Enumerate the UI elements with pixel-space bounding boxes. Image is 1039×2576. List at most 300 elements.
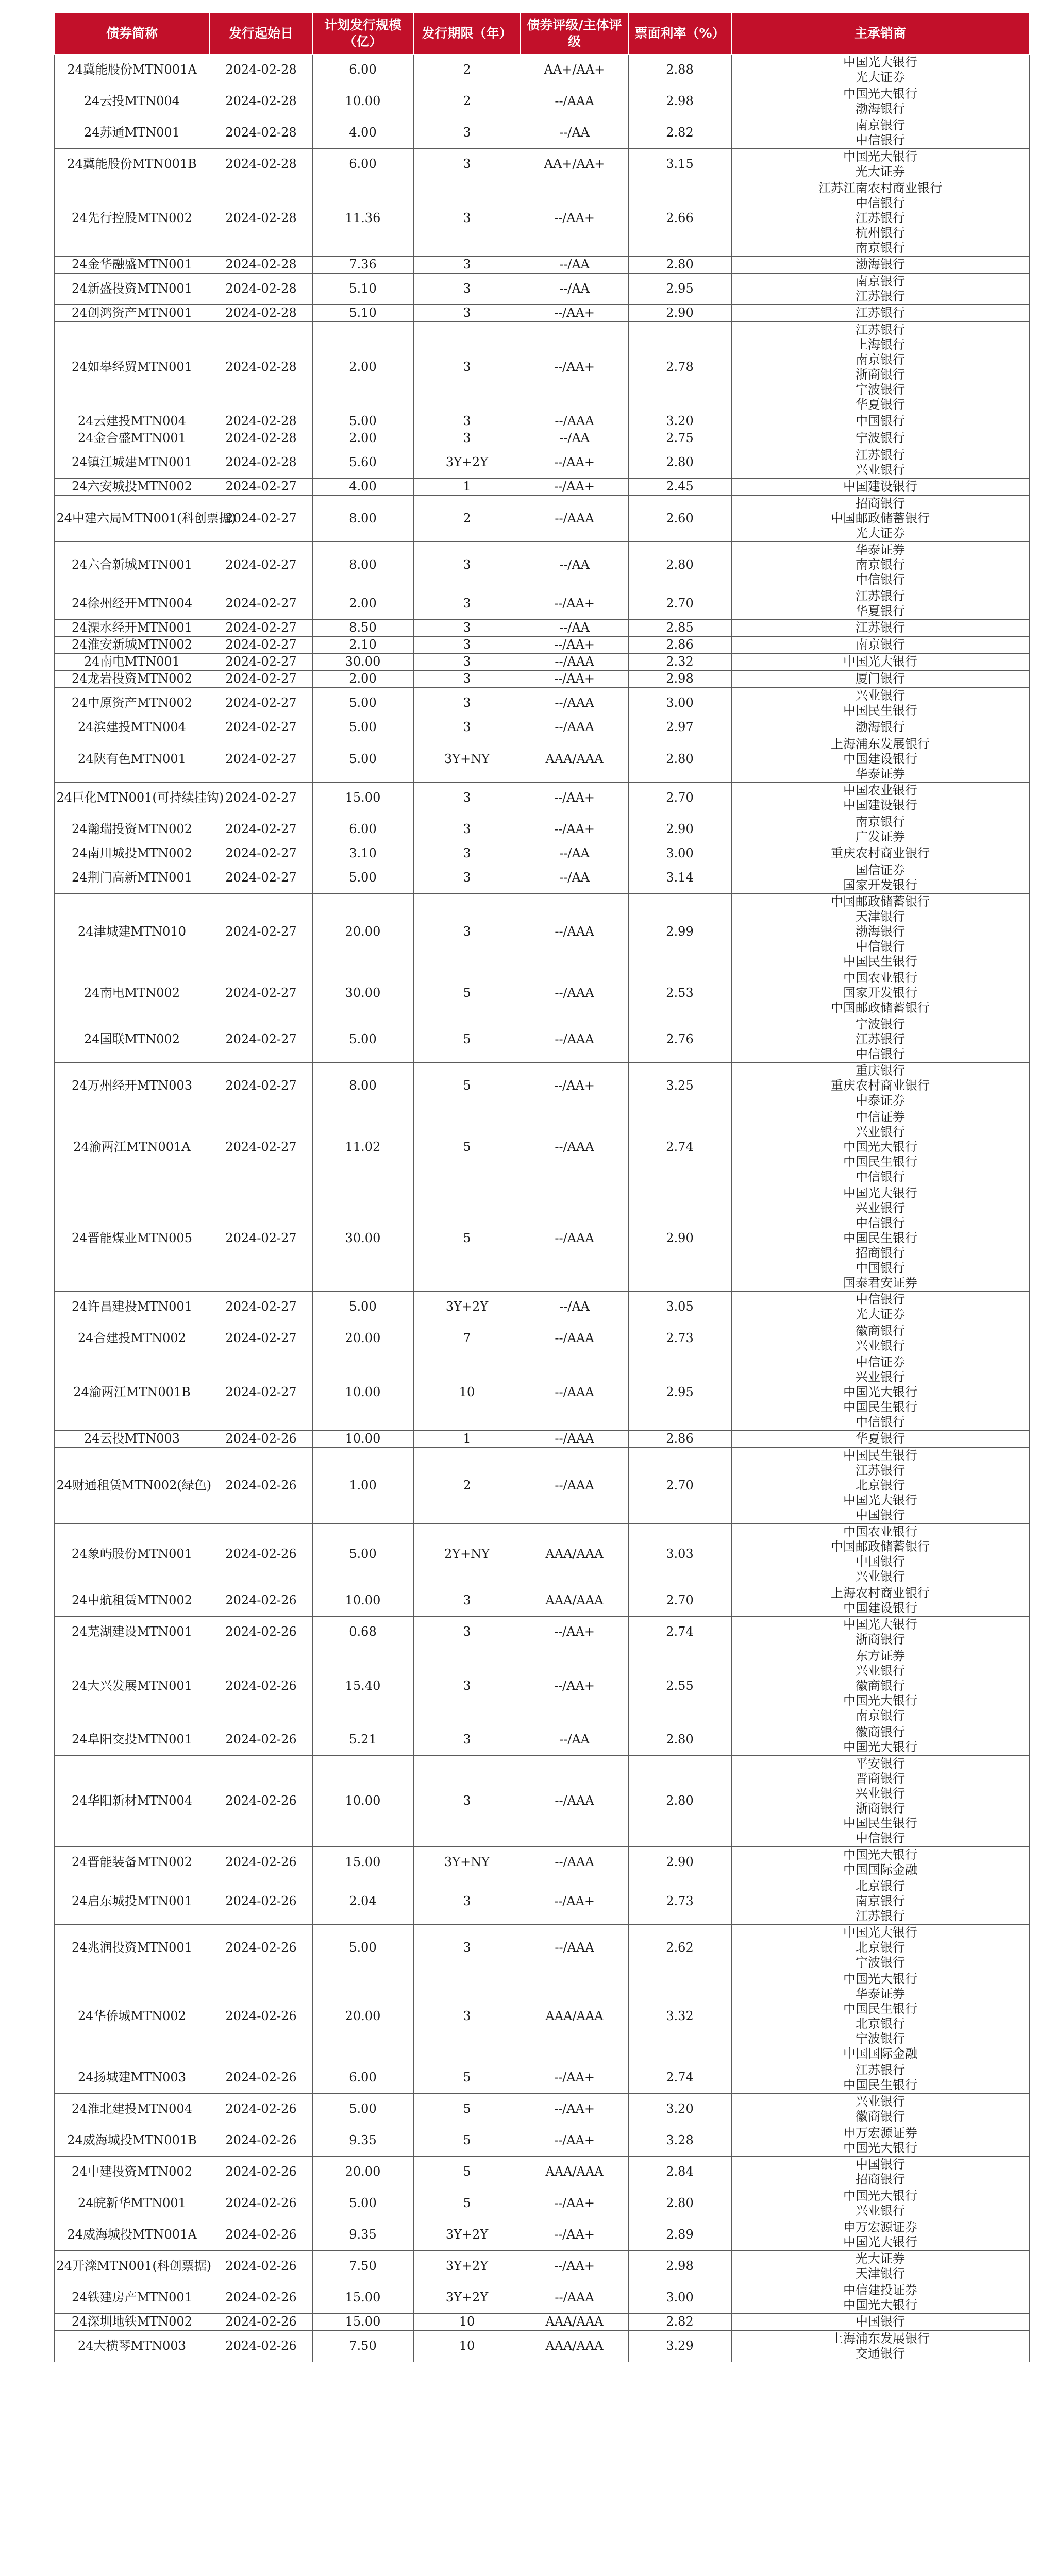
term-cell: 3Y+NY bbox=[413, 1846, 521, 1878]
coupon-rate-cell: 3.14 bbox=[628, 862, 731, 893]
bond-name-cell: 24扬城建MTN003 bbox=[54, 2062, 210, 2093]
term-cell: 5 bbox=[413, 970, 521, 1016]
table-row bbox=[54, 86, 1029, 117]
coupon-rate-cell: 2.80 bbox=[628, 256, 731, 273]
bond-name-cell: 24徐州经开MTN004 bbox=[54, 588, 210, 619]
table-row bbox=[54, 862, 1029, 893]
issue-date-cell: 2024-02-26 bbox=[210, 2156, 312, 2188]
underwriter-name: 中国民生银行 bbox=[843, 1448, 917, 1463]
table-row bbox=[54, 1755, 1029, 1846]
planned-size-cell: 2.04 bbox=[312, 1878, 413, 1924]
underwriter-name: 北京银行 bbox=[856, 2016, 905, 2031]
rating-cell: --/AAA bbox=[521, 1430, 628, 1447]
issue-date-cell: 2024-02-26 bbox=[210, 1616, 312, 1648]
underwriters-cell bbox=[731, 862, 1029, 893]
planned-size-cell: 5.00 bbox=[312, 719, 413, 736]
rating-cell: --/AAA bbox=[521, 1924, 628, 1971]
underwriters-cell bbox=[731, 1846, 1029, 1878]
rating-cell: --/AA+ bbox=[521, 2062, 628, 2093]
bond-name-cell: 24合建投MTN002 bbox=[54, 1323, 210, 1354]
bond-issuance-table bbox=[54, 12, 1030, 2362]
planned-size-cell: 10.00 bbox=[312, 1430, 413, 1447]
table-row bbox=[54, 413, 1029, 430]
planned-size-cell: 5.00 bbox=[312, 1016, 413, 1062]
term-cell: 3 bbox=[413, 413, 521, 430]
underwriter-name: 江苏银行 bbox=[856, 1908, 905, 1923]
underwriter-name: 中国农业银行 bbox=[843, 783, 917, 798]
bond-name-cell: 24瀚瑞投资MTN002 bbox=[54, 814, 210, 845]
underwriter-name: 中国民生银行 bbox=[843, 1816, 917, 1831]
planned-size-cell: 5.00 bbox=[312, 2093, 413, 2125]
table-row bbox=[54, 1971, 1029, 2062]
table-row bbox=[54, 430, 1029, 447]
underwriter-name: 杭州银行 bbox=[856, 225, 905, 240]
table-row bbox=[54, 541, 1029, 588]
bond-name-cell: 24华侨城MTN002 bbox=[54, 1971, 210, 2062]
rating-cell: --/AA bbox=[521, 1724, 628, 1755]
table-row bbox=[54, 2125, 1029, 2156]
underwriters-cell bbox=[731, 619, 1029, 636]
underwriter-name: 南京银行 bbox=[856, 117, 905, 132]
table-row bbox=[54, 1062, 1029, 1109]
rating-cell: --/AAA bbox=[521, 1755, 628, 1846]
coupon-rate-cell: 2.80 bbox=[628, 736, 731, 782]
table-row bbox=[54, 2313, 1029, 2330]
underwriter-name: 中国建设银行 bbox=[843, 479, 917, 494]
rating-cell: --/AA+ bbox=[521, 2093, 628, 2125]
underwriter-name: 中信银行 bbox=[856, 1215, 905, 1230]
underwriters-cell bbox=[731, 1971, 1029, 2062]
rating-cell: --/AAA bbox=[521, 687, 628, 719]
table-row bbox=[54, 2188, 1029, 2219]
coupon-rate-cell: 2.88 bbox=[628, 54, 731, 86]
coupon-rate-cell: 3.03 bbox=[628, 1523, 731, 1585]
bond-name-cell: 24渝两江MTN001B bbox=[54, 1354, 210, 1430]
issue-date-cell: 2024-02-26 bbox=[210, 1878, 312, 1924]
bond-name-cell: 24大横琴MTN003 bbox=[54, 2330, 210, 2362]
table-row bbox=[54, 1109, 1029, 1185]
term-cell: 5 bbox=[413, 1016, 521, 1062]
underwriter-name: 天津银行 bbox=[856, 909, 905, 924]
underwriter-name: 国泰君安证券 bbox=[843, 1275, 917, 1290]
planned-size-cell: 6.00 bbox=[312, 814, 413, 845]
underwriters-cell bbox=[731, 1354, 1029, 1430]
bond-name-cell: 24许昌建投MTN001 bbox=[54, 1291, 210, 1323]
underwriter-name: 东方证券 bbox=[856, 1648, 905, 1663]
coupon-rate-cell: 2.80 bbox=[628, 447, 731, 478]
issue-date-cell: 2024-02-28 bbox=[210, 447, 312, 478]
underwriter-name: 江苏银行 bbox=[856, 620, 905, 635]
bond-name-cell: 24溧水经开MTN001 bbox=[54, 619, 210, 636]
underwriter-name: 中国光大银行 bbox=[843, 1185, 917, 1200]
planned-size-cell: 15.00 bbox=[312, 1846, 413, 1878]
planned-size-cell: 15.40 bbox=[312, 1648, 413, 1724]
underwriter-name: 重庆农村商业银行 bbox=[831, 846, 930, 860]
coupon-rate-cell: 3.20 bbox=[628, 2093, 731, 2125]
issue-date-cell: 2024-02-28 bbox=[210, 430, 312, 447]
rating-cell: --/AA+ bbox=[521, 2219, 628, 2250]
underwriter-name: 招商银行 bbox=[856, 496, 905, 511]
underwriter-name: 江苏银行 bbox=[856, 210, 905, 225]
term-cell: 2 bbox=[413, 54, 521, 86]
issue-date-cell: 2024-02-26 bbox=[210, 1846, 312, 1878]
table-row bbox=[54, 687, 1029, 719]
term-cell: 3 bbox=[413, 588, 521, 619]
coupon-rate-cell: 2.66 bbox=[628, 180, 731, 256]
underwriters-cell bbox=[731, 2250, 1029, 2282]
underwriter-name: 中国银行 bbox=[856, 1260, 905, 1275]
underwriter-name: 中国建设银行 bbox=[843, 1600, 917, 1615]
term-cell: 5 bbox=[413, 1109, 521, 1185]
coupon-rate-cell: 2.70 bbox=[628, 1585, 731, 1616]
table-row bbox=[54, 495, 1029, 541]
term-cell: 3 bbox=[413, 893, 521, 970]
issue-date-cell: 2024-02-27 bbox=[210, 1185, 312, 1291]
bond-name-cell: 24国联MTN002 bbox=[54, 1016, 210, 1062]
term-cell: 3Y+NY bbox=[413, 736, 521, 782]
coupon-rate-cell: 3.32 bbox=[628, 1971, 731, 2062]
rating-cell: --/AAA bbox=[521, 893, 628, 970]
underwriter-name: 中信银行 bbox=[856, 572, 905, 587]
bond-name-cell: 24中建投资MTN002 bbox=[54, 2156, 210, 2188]
table-row bbox=[54, 1523, 1029, 1585]
issue-date-cell: 2024-02-27 bbox=[210, 845, 312, 862]
planned-size-cell: 8.00 bbox=[312, 541, 413, 588]
coupon-rate-cell: 2.55 bbox=[628, 1648, 731, 1724]
header-underwriters: 主承销商 bbox=[731, 13, 1029, 54]
table-row bbox=[54, 1878, 1029, 1924]
bond-name-cell: 24云建投MTN004 bbox=[54, 413, 210, 430]
bond-name-cell: 24万州经开MTN003 bbox=[54, 1062, 210, 1109]
coupon-rate-cell: 2.90 bbox=[628, 814, 731, 845]
term-cell: 3 bbox=[413, 653, 521, 670]
rating-cell: --/AA bbox=[521, 273, 628, 304]
underwriters-cell bbox=[731, 653, 1029, 670]
underwriter-name: 兴业银行 bbox=[856, 688, 905, 703]
issue-date-cell: 2024-02-27 bbox=[210, 670, 312, 687]
underwriter-name: 中泰证券 bbox=[856, 1093, 905, 1108]
table-row bbox=[54, 970, 1029, 1016]
header-rating: 债券评级/主体评级 bbox=[521, 13, 628, 54]
underwriter-name: 招商银行 bbox=[856, 2172, 905, 2187]
table-row bbox=[54, 273, 1029, 304]
planned-size-cell: 11.02 bbox=[312, 1109, 413, 1185]
table-row bbox=[54, 1291, 1029, 1323]
underwriter-name: 中国光大银行 bbox=[843, 1693, 917, 1708]
bond-name-cell: 24中原资产MTN002 bbox=[54, 687, 210, 719]
underwriter-name: 中信银行 bbox=[856, 939, 905, 954]
rating-cell: AAA/AAA bbox=[521, 2156, 628, 2188]
term-cell: 5 bbox=[413, 2188, 521, 2219]
coupon-rate-cell: 2.80 bbox=[628, 541, 731, 588]
rating-cell: AA+/AA+ bbox=[521, 148, 628, 180]
rating-cell: AAA/AAA bbox=[521, 1523, 628, 1585]
underwriters-cell bbox=[731, 117, 1029, 148]
underwriters-cell bbox=[731, 541, 1029, 588]
table-row bbox=[54, 148, 1029, 180]
planned-size-cell: 5.00 bbox=[312, 1924, 413, 1971]
underwriter-name: 中国邮政储蓄银行 bbox=[831, 1000, 930, 1015]
planned-size-cell: 2.00 bbox=[312, 321, 413, 413]
underwriter-name: 上海浦东发展银行 bbox=[831, 736, 930, 751]
coupon-rate-cell: 2.78 bbox=[628, 321, 731, 413]
table-row bbox=[54, 2219, 1029, 2250]
underwriter-name: 光大证券 bbox=[856, 526, 905, 540]
underwriters-cell bbox=[731, 1585, 1029, 1616]
coupon-rate-cell: 3.00 bbox=[628, 845, 731, 862]
table-row bbox=[54, 653, 1029, 670]
underwriter-name: 渤海银行 bbox=[856, 257, 905, 272]
underwriter-name: 宁波银行 bbox=[856, 1016, 905, 1031]
underwriter-name: 中信银行 bbox=[856, 1414, 905, 1429]
issue-date-cell: 2024-02-26 bbox=[210, 1924, 312, 1971]
bond-name-cell: 24如皋经贸MTN001 bbox=[54, 321, 210, 413]
issue-date-cell: 2024-02-26 bbox=[210, 1430, 312, 1447]
issue-date-cell: 2024-02-26 bbox=[210, 2282, 312, 2313]
term-cell: 5 bbox=[413, 1185, 521, 1291]
planned-size-cell: 5.00 bbox=[312, 1523, 413, 1585]
issue-date-cell: 2024-02-26 bbox=[210, 1971, 312, 2062]
coupon-rate-cell: 2.99 bbox=[628, 893, 731, 970]
planned-size-cell: 5.60 bbox=[312, 447, 413, 478]
bond-name-cell: 24金合盛MTN001 bbox=[54, 430, 210, 447]
table-row bbox=[54, 117, 1029, 148]
coupon-rate-cell: 2.45 bbox=[628, 478, 731, 495]
underwriter-name: 宁波银行 bbox=[856, 382, 905, 397]
planned-size-cell: 3.10 bbox=[312, 845, 413, 862]
term-cell: 3 bbox=[413, 1924, 521, 1971]
coupon-rate-cell: 2.89 bbox=[628, 2219, 731, 2250]
planned-size-cell: 7.50 bbox=[312, 2250, 413, 2282]
table-row bbox=[54, 1924, 1029, 1971]
planned-size-cell: 15.00 bbox=[312, 2282, 413, 2313]
underwriter-name: 华泰证券 bbox=[856, 766, 905, 781]
underwriter-name: 国信证券 bbox=[856, 862, 905, 877]
table-row bbox=[54, 1323, 1029, 1354]
planned-size-cell: 9.35 bbox=[312, 2125, 413, 2156]
issue-date-cell: 2024-02-26 bbox=[210, 2330, 312, 2362]
term-cell: 7 bbox=[413, 1323, 521, 1354]
underwriter-name: 兴业银行 bbox=[856, 2203, 905, 2218]
table-row bbox=[54, 2330, 1029, 2362]
underwriter-name: 中国光大银行 bbox=[843, 2297, 917, 2312]
issue-date-cell: 2024-02-26 bbox=[210, 2219, 312, 2250]
coupon-rate-cell: 2.53 bbox=[628, 970, 731, 1016]
coupon-rate-cell: 2.86 bbox=[628, 1430, 731, 1447]
planned-size-cell: 10.00 bbox=[312, 1585, 413, 1616]
planned-size-cell: 5.00 bbox=[312, 862, 413, 893]
issue-date-cell: 2024-02-27 bbox=[210, 1323, 312, 1354]
rating-cell: --/AA+ bbox=[521, 670, 628, 687]
underwriters-cell bbox=[731, 413, 1029, 430]
underwriter-name: 宁波银行 bbox=[856, 1955, 905, 1970]
coupon-rate-cell: 2.74 bbox=[628, 2062, 731, 2093]
underwriter-name: 江苏银行 bbox=[856, 1031, 905, 1046]
issue-date-cell: 2024-02-27 bbox=[210, 636, 312, 653]
underwriter-name: 申万宏源证券 bbox=[843, 2219, 917, 2234]
underwriter-name: 重庆农村商业银行 bbox=[831, 1078, 930, 1093]
rating-cell: --/AA bbox=[521, 862, 628, 893]
coupon-rate-cell: 2.75 bbox=[628, 430, 731, 447]
table-row bbox=[54, 845, 1029, 862]
bond-name-cell: 24金华融盛MTN001 bbox=[54, 256, 210, 273]
term-cell: 5 bbox=[413, 2062, 521, 2093]
issue-date-cell: 2024-02-27 bbox=[210, 970, 312, 1016]
underwriter-name: 中国银行 bbox=[856, 1507, 905, 1522]
underwriter-name: 中国光大银行 bbox=[843, 2140, 917, 2155]
underwriters-cell bbox=[731, 273, 1029, 304]
coupon-rate-cell: 2.74 bbox=[628, 1109, 731, 1185]
bond-name-cell: 24淮安新城MTN002 bbox=[54, 636, 210, 653]
rating-cell: --/AAA bbox=[521, 1447, 628, 1523]
planned-size-cell: 30.00 bbox=[312, 1185, 413, 1291]
bond-name-cell: 24津城建MTN010 bbox=[54, 893, 210, 970]
underwriter-name: 中国民生银行 bbox=[843, 1154, 917, 1169]
underwriter-name: 中国民生银行 bbox=[843, 1230, 917, 1245]
term-cell: 2 bbox=[413, 495, 521, 541]
issue-date-cell: 2024-02-26 bbox=[210, 2062, 312, 2093]
rating-cell: --/AA+ bbox=[521, 814, 628, 845]
issue-date-cell: 2024-02-28 bbox=[210, 54, 312, 86]
coupon-rate-cell: 2.60 bbox=[628, 495, 731, 541]
bond-name-cell: 24深圳地铁MTN002 bbox=[54, 2313, 210, 2330]
underwriter-name: 北京银行 bbox=[856, 1478, 905, 1493]
rating-cell: --/AA bbox=[521, 845, 628, 862]
bond-name-cell: 24滨建投MTN004 bbox=[54, 719, 210, 736]
bond-name-cell: 24开滦MTN001(科创票据) bbox=[54, 2250, 210, 2282]
planned-size-cell: 4.00 bbox=[312, 117, 413, 148]
coupon-rate-cell: 2.70 bbox=[628, 1447, 731, 1523]
bond-name-cell: 24南电MTN002 bbox=[54, 970, 210, 1016]
rating-cell: AAA/AAA bbox=[521, 736, 628, 782]
issue-date-cell: 2024-02-27 bbox=[210, 619, 312, 636]
term-cell: 10 bbox=[413, 2330, 521, 2362]
underwriter-name: 中国银行 bbox=[856, 2157, 905, 2172]
coupon-rate-cell: 3.25 bbox=[628, 1062, 731, 1109]
issue-date-cell: 2024-02-28 bbox=[210, 304, 312, 321]
coupon-rate-cell: 2.70 bbox=[628, 782, 731, 814]
planned-size-cell: 5.10 bbox=[312, 304, 413, 321]
underwriter-name: 光大证券 bbox=[856, 70, 905, 84]
underwriters-cell bbox=[731, 54, 1029, 86]
issue-date-cell: 2024-02-26 bbox=[210, 1755, 312, 1846]
header-bond-name: 债券简称 bbox=[54, 13, 210, 54]
underwriter-name: 天津银行 bbox=[856, 2266, 905, 2281]
bond-name-cell: 24六安城投MTN002 bbox=[54, 478, 210, 495]
underwriter-name: 中国邮政储蓄银行 bbox=[831, 511, 930, 526]
underwriter-name: 中国光大银行 bbox=[843, 654, 917, 669]
coupon-rate-cell: 2.98 bbox=[628, 670, 731, 687]
underwriter-name: 南京银行 bbox=[856, 352, 905, 367]
planned-size-cell: 0.68 bbox=[312, 1616, 413, 1648]
issue-date-cell: 2024-02-27 bbox=[210, 1354, 312, 1430]
underwriter-name: 中国民生银行 bbox=[843, 2001, 917, 2016]
coupon-rate-cell: 3.28 bbox=[628, 2125, 731, 2156]
underwriter-name: 江苏江南农村商业银行 bbox=[818, 180, 942, 195]
table-row bbox=[54, 1648, 1029, 1724]
underwriters-cell bbox=[731, 2125, 1029, 2156]
issue-date-cell: 2024-02-26 bbox=[210, 1447, 312, 1523]
underwriter-name: 中国国际金融 bbox=[843, 2046, 917, 2061]
underwriters-cell bbox=[731, 845, 1029, 862]
term-cell: 2 bbox=[413, 86, 521, 117]
underwriter-name: 中国光大银行 bbox=[843, 55, 917, 70]
term-cell: 10 bbox=[413, 2313, 521, 2330]
coupon-rate-cell: 2.98 bbox=[628, 86, 731, 117]
term-cell: 2Y+NY bbox=[413, 1523, 521, 1585]
coupon-rate-cell: 2.74 bbox=[628, 1616, 731, 1648]
term-cell: 5 bbox=[413, 2093, 521, 2125]
underwriter-name: 兴业银行 bbox=[856, 462, 905, 477]
table-row bbox=[54, 1585, 1029, 1616]
underwriter-name: 中国光大银行 bbox=[843, 1493, 917, 1507]
underwriters-cell bbox=[731, 430, 1029, 447]
underwriter-name: 国家开发银行 bbox=[843, 877, 917, 892]
bond-name-cell: 24阜阳交投MTN001 bbox=[54, 1724, 210, 1755]
term-cell: 3 bbox=[413, 619, 521, 636]
underwriter-name: 浙商银行 bbox=[856, 367, 905, 382]
underwriters-cell bbox=[731, 736, 1029, 782]
underwriters-cell bbox=[731, 478, 1029, 495]
underwriter-name: 浙商银行 bbox=[856, 1632, 905, 1647]
underwriter-name: 北京银行 bbox=[856, 1878, 905, 1893]
header-term: 发行期限（年） bbox=[413, 13, 521, 54]
rating-cell: --/AAA bbox=[521, 719, 628, 736]
underwriter-name: 江苏银行 bbox=[856, 588, 905, 603]
underwriter-name: 中国光大银行 bbox=[843, 2188, 917, 2203]
underwriter-name: 中国民生银行 bbox=[843, 1399, 917, 1414]
coupon-rate-cell: 2.98 bbox=[628, 2250, 731, 2282]
term-cell: 5 bbox=[413, 2125, 521, 2156]
term-cell: 1 bbox=[413, 478, 521, 495]
table-row bbox=[54, 736, 1029, 782]
term-cell: 3 bbox=[413, 1724, 521, 1755]
table-row bbox=[54, 321, 1029, 413]
planned-size-cell: 6.00 bbox=[312, 54, 413, 86]
underwriter-name: 华泰证券 bbox=[856, 542, 905, 557]
issue-date-cell: 2024-02-27 bbox=[210, 541, 312, 588]
planned-size-cell: 15.00 bbox=[312, 782, 413, 814]
issue-date-cell: 2024-02-28 bbox=[210, 321, 312, 413]
term-cell: 3 bbox=[413, 117, 521, 148]
underwriter-name: 南京银行 bbox=[856, 1893, 905, 1908]
underwriters-cell bbox=[731, 86, 1029, 117]
underwriter-name: 南京银行 bbox=[856, 274, 905, 289]
term-cell: 3 bbox=[413, 719, 521, 736]
underwriters-cell bbox=[731, 148, 1029, 180]
planned-size-cell: 2.00 bbox=[312, 430, 413, 447]
planned-size-cell: 7.36 bbox=[312, 256, 413, 273]
underwriter-name: 江苏银行 bbox=[856, 289, 905, 303]
underwriter-name: 中国建设银行 bbox=[843, 798, 917, 812]
planned-size-cell: 8.00 bbox=[312, 1062, 413, 1109]
issue-date-cell: 2024-02-27 bbox=[210, 782, 312, 814]
underwriters-cell bbox=[731, 2093, 1029, 2125]
underwriters-cell bbox=[731, 1185, 1029, 1291]
table-row bbox=[54, 1185, 1029, 1291]
underwriters-cell bbox=[731, 814, 1029, 845]
coupon-rate-cell: 2.97 bbox=[628, 719, 731, 736]
table-row bbox=[54, 893, 1029, 970]
coupon-rate-cell: 2.90 bbox=[628, 1185, 731, 1291]
underwriter-name: 上海农村商业银行 bbox=[831, 1585, 930, 1600]
bond-name-cell: 24中航租赁MTN002 bbox=[54, 1585, 210, 1616]
rating-cell: AAA/AAA bbox=[521, 2330, 628, 2362]
bond-name-cell: 24六合新城MTN001 bbox=[54, 541, 210, 588]
underwriters-cell bbox=[731, 970, 1029, 1016]
issue-date-cell: 2024-02-28 bbox=[210, 256, 312, 273]
underwriter-name: 中国农业银行 bbox=[843, 1524, 917, 1539]
